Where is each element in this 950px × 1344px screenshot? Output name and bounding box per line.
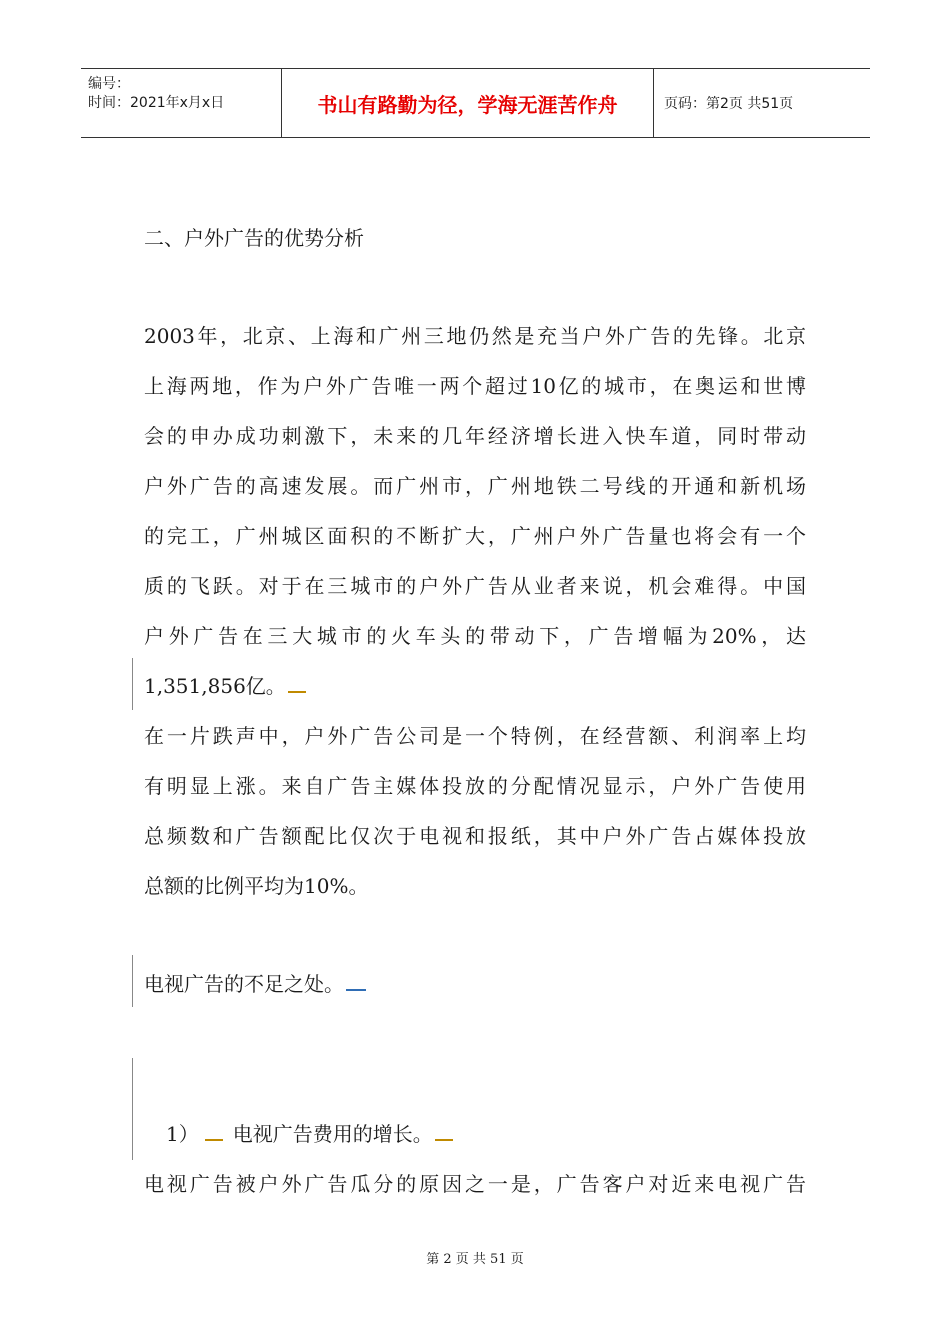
list-item	[166, 1122, 453, 1146]
change-bar	[132, 658, 133, 710]
paragraph-line: 会的申办成功刺激下，未来的几年经济增长进入快车道，同时带动	[144, 424, 806, 448]
paragraph-line: 户外广告在三大城市的火车头的带动下，广告增幅为20%，达	[144, 624, 806, 648]
subheading-text: 电视广告的不足之处。	[144, 972, 344, 996]
paragraph-line: 的完工，广州城区面积的不断扩大，广州户外广告量也将会有一个	[144, 524, 806, 548]
paragraph-line-last	[144, 674, 306, 698]
number-label: 编号：	[88, 76, 130, 92]
paragraph-line: 上海两地，作为户外广告唯一两个超过10亿的城市，在奥运和世博	[144, 374, 806, 398]
header-meta-cell	[81, 69, 282, 137]
paragraph-line: 2003年，北京、上海和广州三地仍然是充当户外广告的先锋。北京	[144, 324, 806, 348]
paragraph-line: 总额的比例平均为10%。	[144, 874, 369, 898]
change-bar	[132, 1058, 133, 1160]
revision-mark	[435, 1139, 453, 1141]
paragraph-line-text: 1,351,856亿。	[144, 674, 286, 698]
revision-mark	[288, 691, 306, 693]
paragraph-line: 电视广告被户外广告瓜分的原因之一是，广告客户对近来电视广告	[144, 1172, 806, 1196]
header-page-label: 页码：第2页 共51页	[664, 96, 794, 112]
revision-mark	[205, 1139, 223, 1141]
page-footer: 第 2 页 共 51 页	[426, 1252, 524, 1267]
time-label: 时间：2021年x月x日	[88, 95, 225, 111]
paragraph-line: 有明显上涨。来自广告主媒体投放的分配情况显示，户外广告使用	[144, 774, 806, 798]
revision-mark	[346, 989, 366, 991]
paragraph-line: 总频数和广告额配比仅次于电视和报纸，其中户外广告占媒体投放	[144, 824, 806, 848]
section-heading: 二、户外广告的优势分析	[144, 226, 364, 250]
list-item-number: 1）	[166, 1122, 199, 1146]
subheading	[144, 972, 366, 996]
paragraph-line: 在一片跌声中，户外广告公司是一个特例，在经营额、利润率上均	[144, 724, 806, 748]
paragraph-line: 质的飞跃。对于在三城市的户外广告从业者来说，机会难得。中国	[144, 574, 806, 598]
header-motto: 书山有路勤为径，学海无涯苦作舟	[282, 69, 654, 137]
change-bar	[132, 955, 133, 1007]
paragraph-line: 户外广告的高速发展。而广州市，广州地铁二号线的开通和新机场	[144, 474, 806, 498]
page-header	[81, 68, 870, 138]
list-item-title: 电视广告费用的增长。	[232, 1122, 433, 1146]
